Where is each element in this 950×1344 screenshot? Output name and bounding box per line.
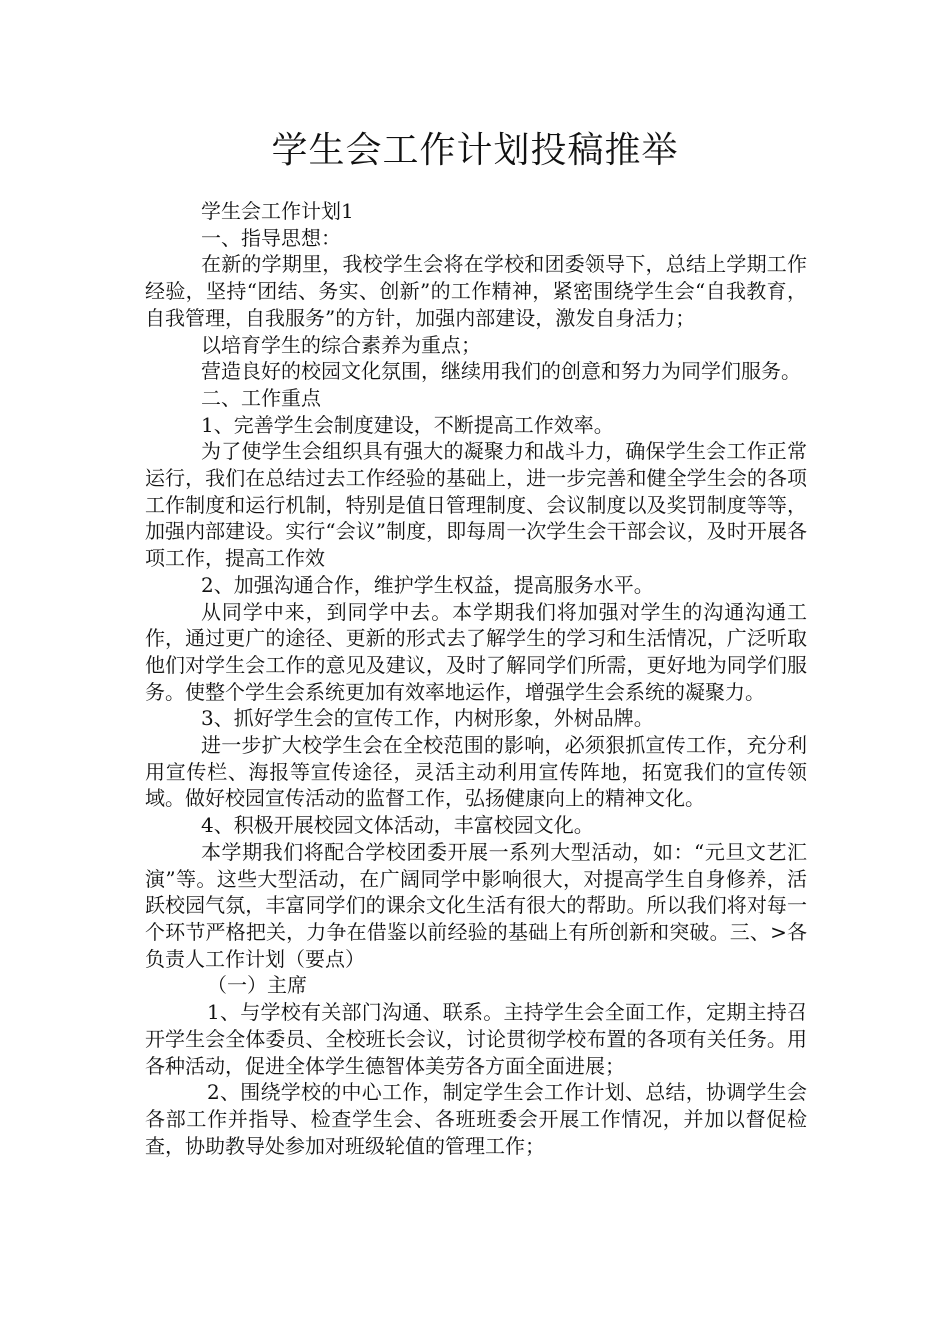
paragraph: 为了使学生会组织具有强大的凝聚力和战斗力，确保学生会工作正常运行，我们在总结过去工作经验的基础上，进一步完善和健全学生会的各项工作制度和运行机制，特别是值日管理制度、会议制度以及奖罚制度等等，加强内部建设。实行“会议”制度，即每周一次学生会干部会议，及时开展各项工作，提高工作效 <box>145 439 807 571</box>
paragraph: 1、与学校有关部门沟通、联系。主持学生会全面工作，定期主持召开学生会全体委员、全校班长会议，讨论贯彻学校布置的各项有关任务。用各种活动，促进全体学生德智体美劳各方面全面进展； <box>145 1000 807 1078</box>
document-body <box>145 198 807 1159</box>
section-heading-work-focus: 二、工作重点 <box>201 385 321 410</box>
list-item-heading: 1、完善学生会制度建设，不断提高工作效率。 <box>201 412 614 437</box>
subsection-heading-chairman: （一）主席 <box>207 973 307 998</box>
document-title: 学生会工作计划投稿推举 <box>271 130 679 171</box>
paragraph: 在新的学期里，我校学生会将在学校和团委领导下，总结上学期工作经验，坚持“团结、务实、创新”的工作精神，紧密围绕学生会“自我教育，自我管理，自我服务”的方针，加强内部建设，激发自身活力； <box>145 252 807 330</box>
list-item-heading: 3、抓好学生会的宣传工作，内树形象，外树品牌。 <box>201 706 654 731</box>
list-item-heading: 4、积极开展校园文体活动，丰富校园文化。 <box>201 813 594 838</box>
paragraph: 营造良好的校园文化氛围，继续用我们的创意和努力为同学们服务。 <box>201 359 801 384</box>
section-heading-guiding-thought: 一、指导思想： <box>201 225 341 250</box>
list-item-heading: 2、加强沟通合作，维护学生权益，提高服务水平。 <box>201 572 654 597</box>
paragraph: 从同学中来，到同学中去。本学期我们将加强对学生的沟通沟通工作，通过更广的途径、更新的形式去了解学生的学习和生活情况，广泛听取他们对学生会工作的意见及建议，及时了解同学们所需，更好地为同学们服务。使整个学生会系统更加有效率地运作，增强学生会系统的凝聚力。 <box>145 599 807 704</box>
paragraph: 本学期我们将配合学校团委开展一系列大型活动，如：“元旦文艺汇演”等。这些大型活动，在广阔同学中影响很大，对提高学生自身修养，活跃校园气氛，丰富同学们的课余文化生活有很大的帮助。所以我们将对每一个环节严格把关，力争在借鉴以前经验的基础上有所创新和突破。三、>各负责人工作计划（要点） <box>145 839 807 971</box>
section-heading-plan-1: 学生会工作计划1 <box>201 199 354 223</box>
paragraph: 进一步扩大校学生会在全校范围的影响，必须狠抓宣传工作，充分利用宣传栏、海报等宣传途径，灵活主动利用宣传阵地，拓宽我们的宣传领域。做好校园宣传活动的监督工作，弘扬健康向上的精神文化。 <box>145 733 807 811</box>
paragraph: 2、围绕学校的中心工作，制定学生会工作计划、总结，协调学生会各部工作并指导、检查学生会、各班班委会开展工作情况，并加以督促检查，协助教导处参加对班级轮值的管理工作； <box>145 1080 807 1158</box>
paragraph: 以培育学生的综合素养为重点； <box>201 332 481 357</box>
